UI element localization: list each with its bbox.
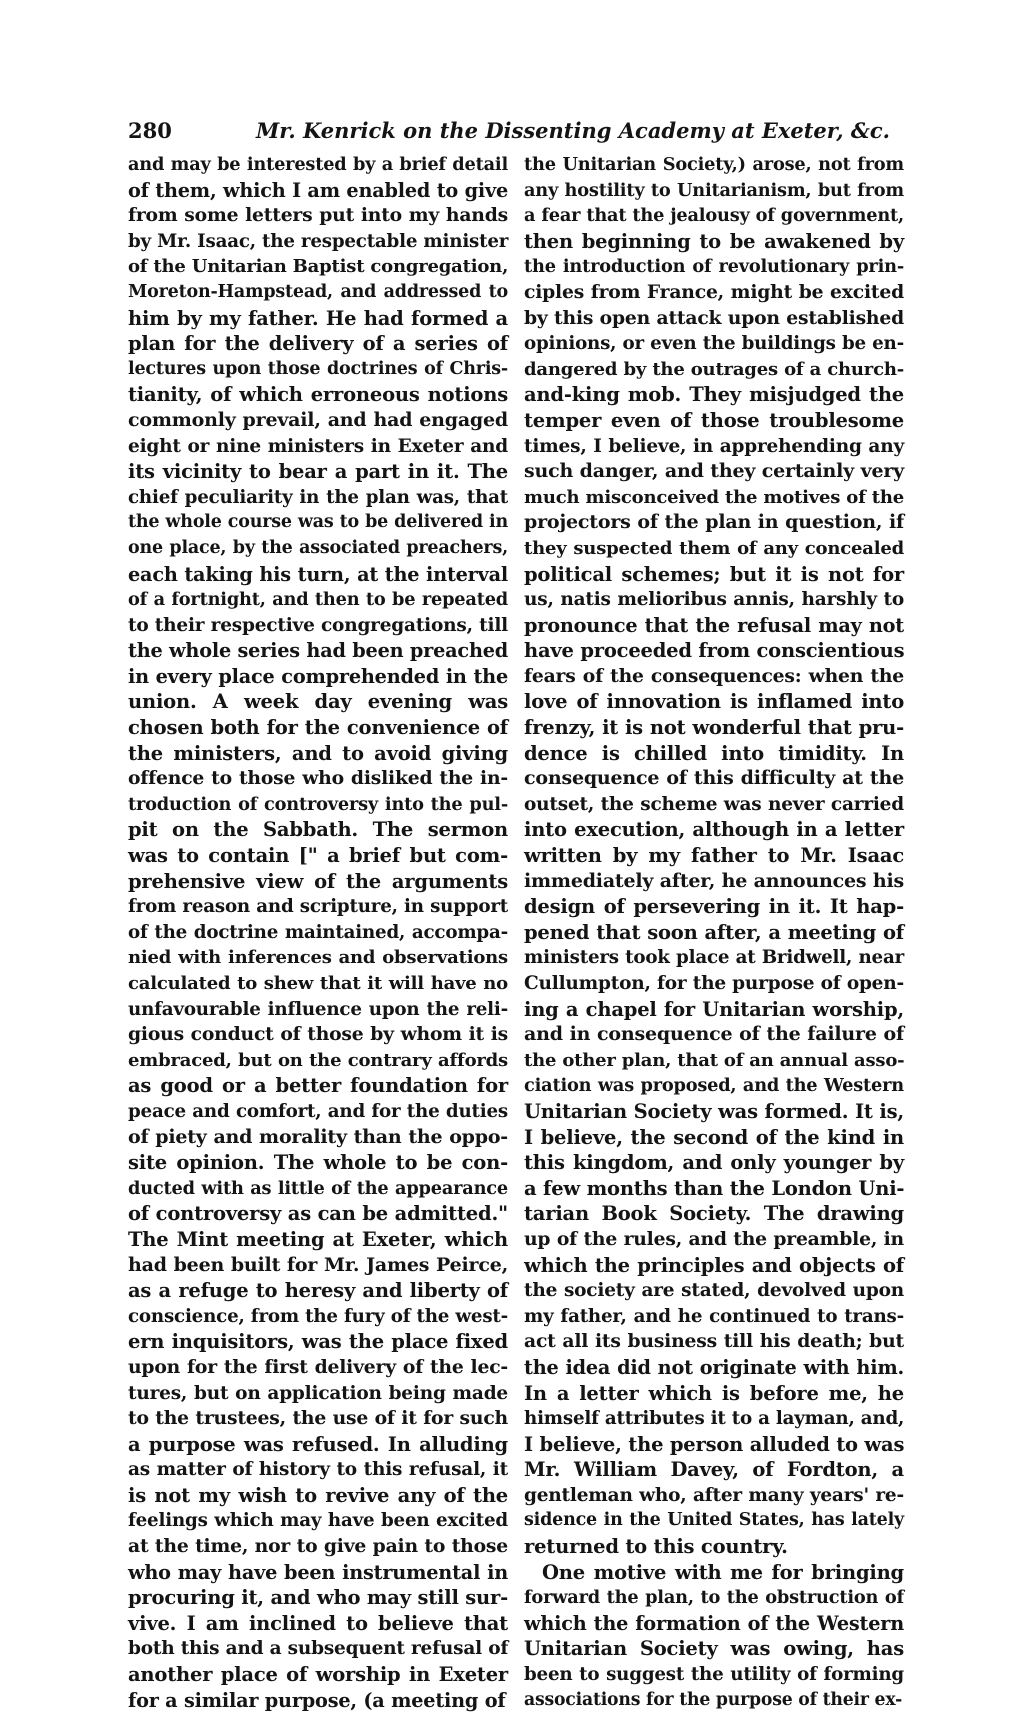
text-line: written by my father to Mr. Isaac bbox=[524, 844, 904, 868]
text-line: conscience, from the fury of the west- bbox=[128, 1305, 508, 1327]
text-line: embraced, but on the contrary affords bbox=[128, 1049, 508, 1071]
page-header bbox=[128, 114, 908, 148]
text-line: In a letter which is before me, he bbox=[524, 1381, 904, 1405]
text-line: Unitarian Society was formed. It is, bbox=[524, 1099, 904, 1123]
text-line: been to suggest the utility of forming bbox=[524, 1664, 904, 1686]
text-line: the other plan, that of an annual asso- bbox=[524, 1049, 905, 1071]
text-line: of controversy as can be admitted." bbox=[128, 1202, 508, 1226]
text-line: as matter of history to this refusal, it bbox=[128, 1459, 508, 1481]
text-line: another place of worship in Exeter bbox=[128, 1663, 508, 1687]
text-line: One motive with me for bringing bbox=[542, 1560, 904, 1584]
text-line: such danger, and they certainly very bbox=[524, 460, 904, 483]
text-line: plan for the delivery of a series of bbox=[128, 332, 508, 356]
text-line: in every place comprehended in the bbox=[128, 664, 508, 688]
text-line: unfavourable influence upon the reli- bbox=[128, 998, 508, 1020]
text-line: temper even of those troublesome bbox=[524, 408, 904, 432]
text-line: of them, which I am enabled to give bbox=[128, 178, 508, 202]
text-line: tures, but on application being made bbox=[128, 1382, 508, 1404]
text-line: one place, by the associated preachers, bbox=[128, 537, 508, 558]
text-line: to the trustees, the use of it for such bbox=[128, 1407, 508, 1430]
text-line: which the formation of the Western bbox=[524, 1611, 904, 1635]
text-line: projectors of the plan in question, if bbox=[524, 511, 904, 534]
text-line: eight or nine ministers in Exeter and bbox=[128, 435, 508, 457]
text-line: upon for the first delivery of the lec- bbox=[128, 1355, 508, 1378]
text-line: peace and comfort, and for the duties bbox=[128, 1100, 508, 1122]
text-line: much misconceived the motives of the bbox=[524, 486, 904, 508]
text-line: union. A week day evening was bbox=[128, 690, 508, 714]
text-line: times, I believe, in apprehending any bbox=[524, 435, 904, 457]
text-line: which the principles and objects of bbox=[524, 1253, 904, 1277]
text-line: Moreton-Hampstead, and addressed to bbox=[128, 281, 508, 302]
text-line: ing a chapel for Unitarian worship, bbox=[524, 997, 904, 1021]
text-line: lectures upon those doctrines of Chris- bbox=[128, 358, 508, 379]
text-line: a few months than the London Uni- bbox=[524, 1176, 905, 1200]
text-line: opinions, or even the buildings be en- bbox=[524, 333, 904, 355]
text-line: political schemes; but it is not for bbox=[524, 562, 904, 586]
text-line: this kingdom, and only younger by bbox=[524, 1151, 904, 1175]
text-line: sidence in the United States, has lately bbox=[524, 1510, 904, 1531]
text-line: from some letters put into my hands bbox=[128, 204, 508, 227]
text-line: and may be interested by a brief detail bbox=[128, 154, 508, 175]
text-line: the idea did not originate with him. bbox=[524, 1355, 904, 1379]
text-line: gious conduct of those by whom it is bbox=[128, 1023, 508, 1046]
text-line: and in consequence of the failure of bbox=[524, 1023, 904, 1046]
text-line: a purpose was refused. In alluding bbox=[128, 1432, 508, 1456]
text-line: commonly prevail, and had engaged bbox=[128, 408, 508, 431]
text-line: him by my father. He had formed a bbox=[128, 306, 508, 330]
text-line: pronounce that the refusal may not bbox=[524, 613, 904, 637]
text-line: by Mr. Isaac, the respectable minister bbox=[128, 230, 509, 252]
text-line: feelings which may have been excited bbox=[128, 1510, 508, 1532]
text-line: I believe, the person alluded to was bbox=[524, 1432, 905, 1456]
text-line: tarian Book Society. The drawing bbox=[524, 1202, 904, 1226]
text-line: of the Unitarian Baptist congregation, bbox=[128, 256, 509, 278]
text-line: its vicinity to bear a part in it. The bbox=[128, 460, 508, 484]
text-line: ciples from France, might be excited bbox=[524, 280, 904, 303]
text-line: site opinion. The whole to be con- bbox=[128, 1151, 508, 1175]
text-line: and-king mob. They misjudged the bbox=[524, 383, 904, 407]
text-line: Cullumpton, for the purpose of open- bbox=[524, 973, 904, 994]
text-line: the Unitarian Society,) arose, not from bbox=[524, 154, 904, 175]
text-line: was to contain [" a brief but com- bbox=[128, 844, 508, 868]
text-line: any hostility to Unitarianism, but from bbox=[524, 179, 904, 201]
text-line: they suspected them of any concealed bbox=[524, 537, 904, 559]
text-line: by this open attack upon established bbox=[524, 306, 904, 329]
text-line: as a refuge to heresy and liberty of bbox=[128, 1279, 508, 1303]
text-line: the introduction of revolutionary prin- bbox=[524, 256, 904, 278]
text-line: The Mint meeting at Exeter, which bbox=[128, 1227, 508, 1251]
text-line: returned to this country. bbox=[524, 1535, 788, 1559]
text-line: up of the rules, and the preamble, in bbox=[524, 1227, 904, 1250]
text-line: chief peculiarity in the plan was, that bbox=[128, 486, 508, 508]
text-line: procuring it, and who may still sur- bbox=[128, 1586, 508, 1610]
text-line: of piety and morality than the oppo- bbox=[128, 1125, 508, 1148]
text-line: himself attributes it to a layman, and, bbox=[524, 1408, 905, 1430]
text-line: at the time, nor to give pain to those bbox=[128, 1535, 508, 1558]
text-line: both this and a subsequent refusal of bbox=[128, 1638, 509, 1660]
text-line: act all its business till his death; but bbox=[524, 1330, 904, 1353]
text-line: is not my wish to revive any of the bbox=[128, 1483, 508, 1507]
text-line: associations for the purpose of their ex- bbox=[524, 1689, 903, 1710]
text-line: pit on the Sabbath. The sermon bbox=[128, 818, 508, 842]
text-line: into execution, although in a letter bbox=[524, 818, 904, 842]
text-line: consequence of this difficulty at the bbox=[524, 767, 904, 790]
text-line: ciation was proposed, and the Western bbox=[524, 1075, 904, 1097]
text-line: dangered by the outrages of a church- bbox=[524, 358, 904, 380]
text-line: nied with inferences and observations bbox=[128, 947, 508, 969]
text-line: design of persevering in it. It hap- bbox=[524, 895, 904, 919]
text-line: vive. I am inclined to believe that bbox=[128, 1611, 508, 1635]
text-line: for a similar purpose, (a meeting of bbox=[128, 1688, 506, 1712]
text-line: to their respective congregations, till bbox=[128, 614, 508, 636]
text-line: my father, and he continued to trans- bbox=[524, 1305, 904, 1327]
text-line: as good or a better foundation for bbox=[128, 1074, 508, 1098]
running-head: Mr. Kenrick on the Dissenting Academy at Exeter, &c. bbox=[256, 118, 890, 143]
text-line: dence is chilled into timidity. In bbox=[524, 741, 904, 765]
text-line: ducted with as little of the appearance bbox=[128, 1177, 508, 1199]
text-line: calculated to shew that it will have no bbox=[128, 973, 508, 994]
text-line: us, natis melioribus annis, harshly to bbox=[524, 589, 904, 611]
text-line: gentleman who, after many years' re- bbox=[524, 1484, 904, 1506]
text-line: immediately after, he announces his bbox=[524, 869, 904, 892]
text-line: prehensive view of the arguments bbox=[128, 869, 508, 893]
text-line: from reason and scripture, in support bbox=[128, 896, 508, 918]
text-line: ministers took place at Bridwell, near bbox=[524, 947, 904, 969]
text-line: each taking his turn, at the interval bbox=[128, 562, 508, 586]
text-line: the whole course was to be delivered in bbox=[128, 512, 508, 533]
text-line: then beginning to be awakened by bbox=[524, 229, 904, 253]
text-line: troduction of controversy into the pul- bbox=[128, 793, 508, 815]
text-line: fears of the consequences: when the bbox=[524, 664, 904, 687]
text-line: had been built for Mr. James Peirce, bbox=[128, 1253, 508, 1276]
text-line: a fear that the jealousy of government, bbox=[524, 205, 904, 227]
text-line: of the doctrine maintained, accompa- bbox=[128, 921, 508, 943]
text-line: have proceeded from conscientious bbox=[524, 639, 905, 663]
text-line: ern inquisitors, was the place fixed bbox=[128, 1330, 508, 1354]
right-column bbox=[524, 152, 904, 1713]
page-number: 280 bbox=[128, 118, 172, 143]
text-line: the ministers, and to avoid giving bbox=[128, 741, 508, 765]
left-column bbox=[128, 152, 508, 1713]
text-line: pened that soon after, a meeting of bbox=[524, 920, 904, 944]
text-line: the whole series had been preached bbox=[128, 639, 509, 663]
text-line: love of innovation is inflamed into bbox=[524, 690, 904, 714]
text-line: the society are stated, devolved upon bbox=[524, 1280, 904, 1302]
text-line: tianity, of which erroneous notions bbox=[128, 383, 508, 407]
text-line: Mr. William Davey, of Fordton, a bbox=[524, 1458, 904, 1482]
text-line: Unitarian Society was owing, has bbox=[524, 1637, 904, 1661]
text-line: chosen both for the convenience of bbox=[128, 716, 508, 740]
text-line: frenzy, it is not wonderful that pru- bbox=[524, 716, 904, 740]
text-line: I believe, the second of the kind in bbox=[524, 1125, 904, 1149]
text-line: who may have been instrumental in bbox=[128, 1560, 508, 1584]
text-line: offence to those who disliked the in- bbox=[128, 767, 508, 790]
text-line: of a fortnight, and then to be repeated bbox=[128, 589, 508, 611]
text-line: forward the plan, to the obstruction of bbox=[524, 1587, 904, 1609]
text-line: outset, the scheme was never carried bbox=[524, 793, 904, 815]
